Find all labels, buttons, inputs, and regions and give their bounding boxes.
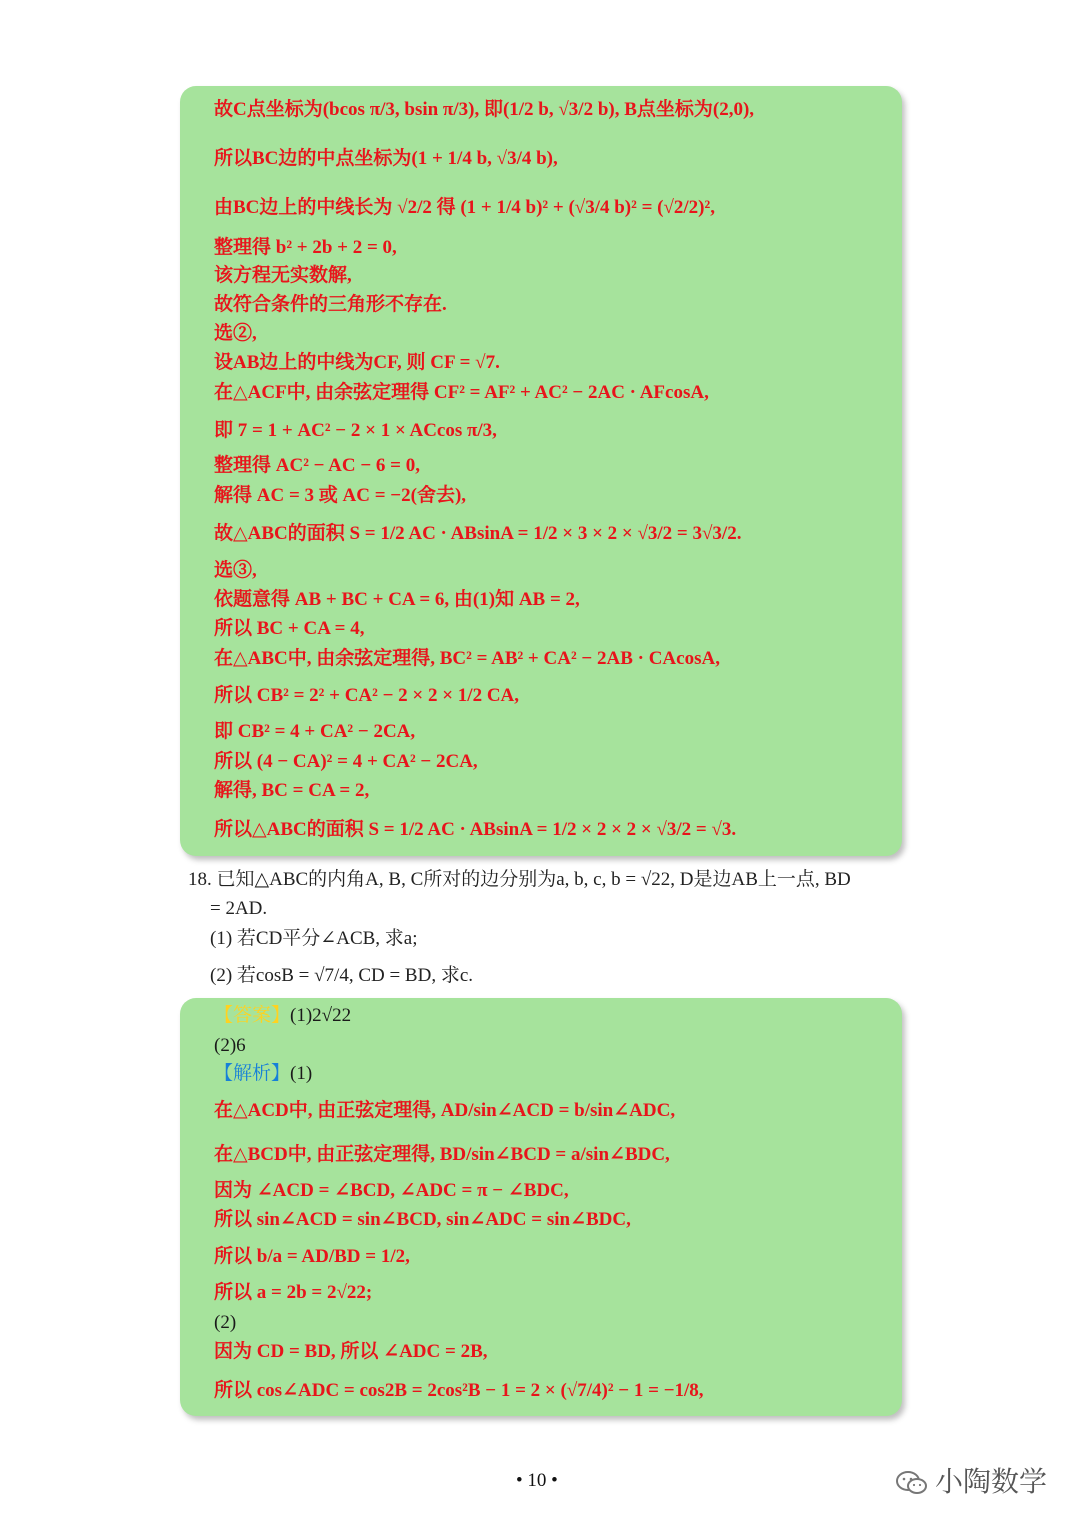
solution-line: 故C点坐标为(bcos π/3, bsin π/3), 即(1/2 b, √3/2 b), B点坐标为(2,0), — [214, 99, 755, 120]
solution-line: 在△BCD中, 由正弦定理得, BD/sin∠BCD = a/sin∠BDC, — [214, 1144, 670, 1165]
solution-line: 依题意得 AB + BC + CA = 6, 由(1)知 AB = 2, — [214, 589, 580, 610]
solution-line: 解得, BC = CA = 2, — [214, 780, 370, 801]
solution-line: 在△ACF中, 由余弦定理得 CF² = AF² + AC² − 2AC · AFcosA, — [214, 382, 709, 403]
question-part-2: (2) 若cosB = √7/4, CD = BD, 求c. — [210, 965, 474, 986]
solution-line: 在△ABC中, 由余弦定理得, BC² = AB² + CA² − 2AB · CAcosA, — [214, 648, 720, 669]
analysis-row — [214, 1062, 312, 1086]
solution-line: 故符合条件的三角形不存在. — [214, 294, 447, 315]
solution-line: 所以BC边的中点坐标为(1 + 1/4 b, √3/4 b), — [214, 148, 558, 169]
solution-line: 在△ACD中, 由正弦定理得, AD/sin∠ACD = b/sin∠ADC, — [214, 1100, 676, 1121]
solution-line: 设AB边上的中线为CF, 则 CF = √7. — [214, 352, 500, 373]
answer-value-2: (2)6 — [214, 1035, 246, 1056]
solution-line: 整理得 b² + 2b + 2 = 0, — [214, 237, 397, 258]
solution-line: 即 CB² = 4 + CA² − 2CA, — [214, 721, 416, 742]
question-text: = 2AD. — [210, 898, 268, 919]
solution-line: 因为 ∠ACD = ∠BCD, ∠ADC = π − ∠BDC, — [214, 1180, 569, 1201]
solution-line: 所以 cos∠ADC = cos2B = 2cos²B − 1 = 2 × (√7/4)² − 1 = −1/8, — [214, 1380, 704, 1401]
solution-line: 选②, — [214, 323, 257, 344]
solution-line: 所以△ABC的面积 S = 1/2 AC · ABsinA = 1/2 × 2 × 2 × √3/2 = √3. — [214, 819, 737, 840]
solution-line: 所以 b/a = AD/BD = 1/2, — [214, 1246, 410, 1267]
solution-line: 该方程无实数解, — [214, 265, 352, 286]
answer-row — [214, 1004, 351, 1028]
solution-line: 所以 CB² = 2² + CA² − 2 × 2 × 1/2 CA, — [214, 685, 520, 706]
watermark — [895, 1460, 1047, 1500]
solution-line: 所以 (4 − CA)² = 4 + CA² − 2CA, — [214, 751, 478, 772]
page-number: • 10 • — [516, 1470, 558, 1491]
question-part-1: (1) 若CD平分∠ACB, 求a; — [210, 928, 418, 949]
solution-line: 故△ABC的面积 S = 1/2 AC · ABsinA = 1/2 × 3 × 2 × √3/2 = 3√3/2. — [214, 523, 742, 544]
wechat-icon — [895, 1470, 929, 1496]
answer-value-1: (1)2√22 — [290, 1005, 352, 1026]
analysis-part-label: (1) — [290, 1063, 313, 1084]
solution-line: 解得 AC = 3 或 AC = −2(舍去), — [214, 485, 467, 506]
question-text: 18. 已知△ABC的内角A, B, C所对的边分别为a, b, c, b = √22, D是边AB上一点, BD — [188, 869, 851, 890]
solution-line: 因为 CD = BD, 所以 ∠ADC = 2B, — [214, 1341, 488, 1362]
answer-tag: 【答案】 — [214, 1005, 291, 1026]
solution-line: 所以 BC + CA = 4, — [214, 618, 365, 639]
solution-line: 即 7 = 1 + AC² − 2 × 1 × ACcos π/3, — [214, 420, 497, 441]
watermark-text: 小陶数学 — [935, 1465, 1048, 1498]
solution-line: 选③, — [214, 560, 257, 581]
solution-line: (2) — [214, 1312, 237, 1333]
solution-line: 所以 a = 2b = 2√22; — [214, 1282, 373, 1303]
analysis-tag: 【解析】 — [214, 1063, 291, 1084]
solution-line: 由BC边上的中线长为 √2/2 得 (1 + 1/4 b)² + (√3/4 b)² = (√2/2)², — [214, 197, 715, 218]
solution-line: 所以 sin∠ACD = sin∠BCD, sin∠ADC = sin∠BDC, — [214, 1209, 631, 1230]
solution-line: 整理得 AC² − AC − 6 = 0, — [214, 455, 421, 476]
